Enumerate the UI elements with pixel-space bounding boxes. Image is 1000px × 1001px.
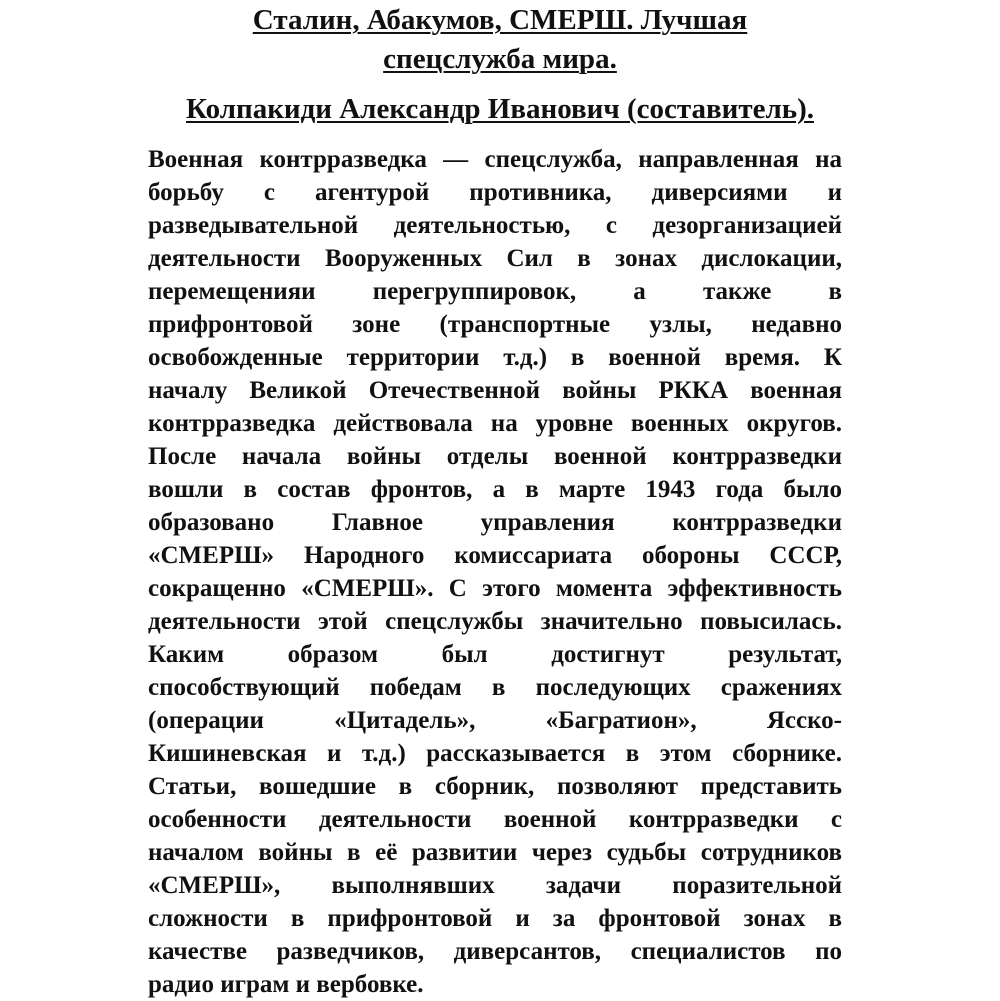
description-line: Статьи, вошедшие в сборник, позволяют представить [148, 773, 842, 800]
description-line: способствующий победам в последующих сражениях [148, 674, 842, 701]
description-line: особенности деятельности военной контрразведки с [148, 806, 842, 833]
book-title-line-1: Сталин, Абакумов, СМЕРШ. Лучшая [252, 4, 748, 36]
description-line: качестве разведчиков, диверсантов, специалистов по [148, 938, 842, 965]
description-line: Кишиневская и т.д.) рассказывается в этом сборнике. [148, 740, 842, 767]
description-line: борьбу с агентурой противника, диверсиями и [148, 179, 842, 206]
description-line: После начала войны отделы военной контрразведки [148, 443, 842, 470]
description-line: (операции «Цитадель», «Багратион», Ясско- [148, 707, 842, 734]
description-line: разведывательной деятельностью, с дезорганизацией [148, 212, 842, 239]
description-line: прифронтовой зоне (транспортные узлы, недавно [148, 311, 842, 338]
description-line: «СМЕРШ» Народного комиссариата обороны СССР, [148, 542, 842, 569]
description-line: началу Великой Отечественной войны РККА военная [148, 377, 842, 404]
book-author: Колпакиди Александр Иванович (составитель). [186, 93, 814, 125]
description-line: контрразведка действовала на уровне военных округов. [148, 410, 842, 437]
description-line: Каким образом был достигнут результат, [148, 641, 842, 668]
description-line: Военная контрразведка — спецслужба, направленная на [148, 146, 842, 173]
book-title-line-2: спецслужба мира. [383, 43, 617, 75]
description-line: сложности в прифронтовой и за фронтовой зонах в [148, 905, 842, 932]
book-description [148, 143, 842, 1001]
description-line: образовано Главное управления контрразведки [148, 509, 842, 536]
description-line: «СМЕРШ», выполнявших задачи поразительной [148, 872, 842, 899]
description-line: освобожденные территории т.д.) в военной время. К [148, 344, 842, 371]
description-line: вошли в состав фронтов, а в марте 1943 года было [148, 476, 842, 503]
description-line: деятельности этой спецслужбы значительно повысилась. [148, 608, 842, 635]
description-line: деятельности Вооруженных Сил в зонах дислокации, [148, 245, 842, 272]
description-line: перемещенияи перегруппировок, а также в [148, 278, 842, 305]
description-line: радио играм и вербовке. [148, 971, 424, 998]
description-line: сокращенно «СМЕРШ». С этого момента эффективность [148, 575, 842, 602]
description-line: началом войны в её развитии через судьбы сотрудников [148, 839, 842, 866]
